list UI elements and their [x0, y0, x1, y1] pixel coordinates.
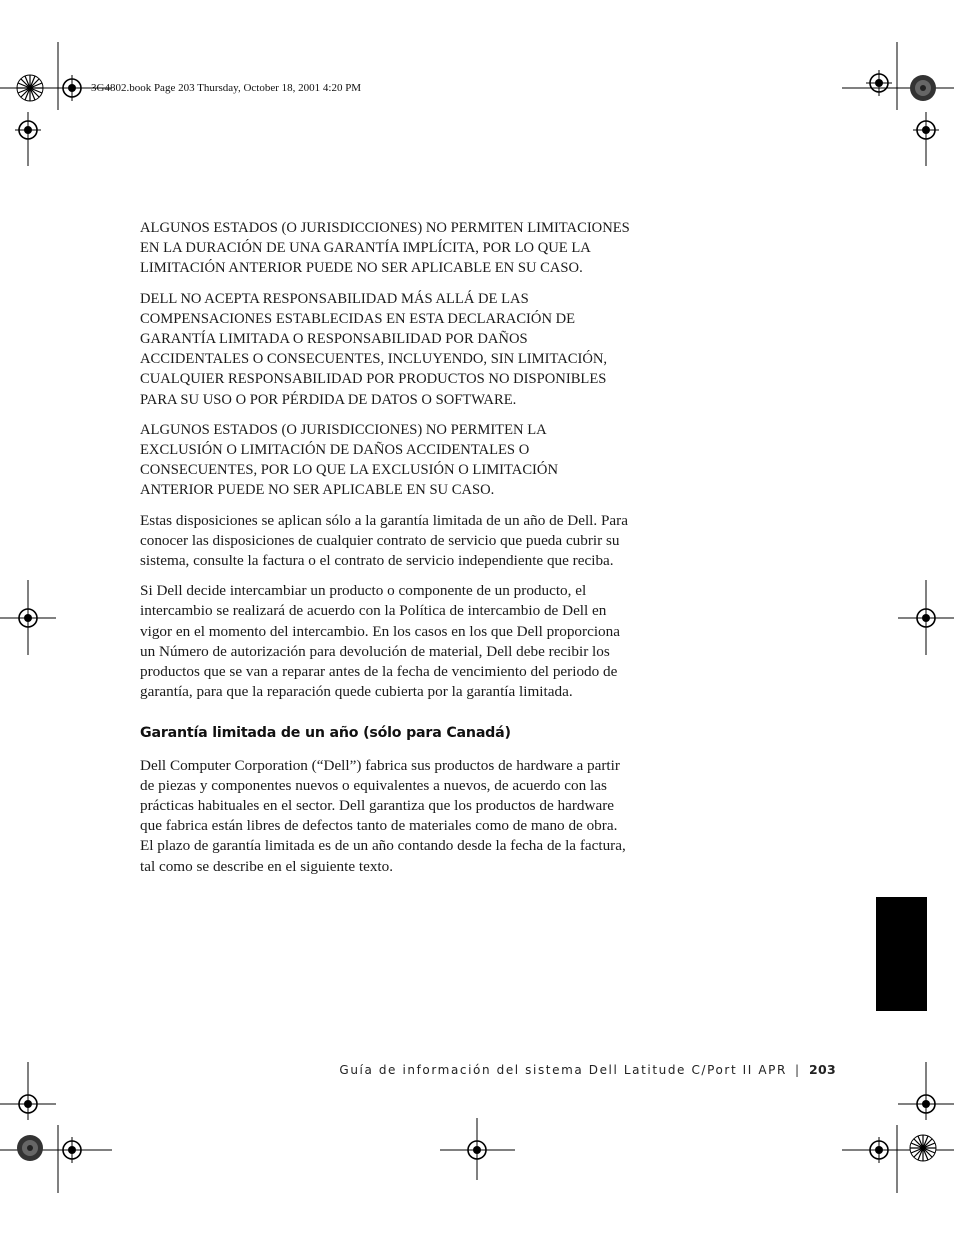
starburst-icon [910, 1135, 936, 1161]
paragraph: Dell Computer Corporation (“Dell”) fabrica sus productos de hardware a partir de piezas y componentes nuevos o equivalentes a nuevos, de acuerdo con las prácticas habituales en el sector. Dell garantiza que los productos de hardware que fabrica están libres de defectos tanto de materiales como de mano de obra. El plazo de garantía limitada es de un año contando desde la fecha de la factura, tal como se describe en el siguiente texto. [140, 756, 626, 875]
paragraph: ALGUNOS ESTADOS (O JURISDICCIONES) NO PERMITEN LIMITACIONES EN LA DURACIÓN DE UNA GARANTÍA IMPLÍCITA, POR LO QUE LA LIMITACIÓN ANTERIOR PUEDE NO SER APLICABLE EN SU CASO. [140, 220, 630, 277]
registration-target-icon [866, 70, 892, 96]
page-footer [339, 1062, 836, 1077]
color-wheel-icon [910, 75, 936, 101]
registration-target-icon [15, 605, 41, 631]
main-content [140, 218, 630, 887]
page-number: 203 [809, 1062, 836, 1077]
footer-title: Guía de información del sistema Dell Latitude C/Port II APR [339, 1063, 787, 1077]
registration-target-icon [913, 117, 939, 143]
paragraph: DELL NO ACEPTA RESPONSABILIDAD MÁS ALLÁ DE LAS COMPENSACIONES ESTABLECIDAS EN ESTA DECLARACIÓN DE GARANTÍA LIMITADA O RESPONSABILIDAD POR DAÑOS ACCIDENTALES O CONSECUENTES, INCLUYENDO, SIN LIMITACIÓN, CUALQUIER RESPONSABILIDAD POR PRODUCTOS NO DISPONIBLES PARA SU USO O POR PÉRDIDA DE DATOS O SOFTWARE. [140, 290, 608, 408]
registration-target-icon [59, 1137, 85, 1163]
registration-target-icon [59, 75, 85, 101]
registration-target-icon [866, 1137, 892, 1163]
registration-target-icon [464, 1137, 490, 1163]
print-info-slug: 3G4802.book Page 203 Thursday, October 18, 2001 4:20 PM [91, 82, 362, 94]
starburst-icon [17, 75, 43, 101]
section-heading: Garantía limitada de un año (sólo para Canadá) [140, 725, 511, 742]
registration-target-icon [15, 1091, 41, 1117]
paragraph: Estas disposiciones se aplican sólo a la garantía limitada de un año de Dell. Para conocer las disposiciones de cualquier contrato de servicio que pueda cubrir su sistema, consulte la factura o el contrato de servicio independiente que reciba. [140, 511, 628, 570]
section-thumb-tab [876, 897, 927, 1011]
registration-target-icon [15, 117, 41, 143]
color-wheel-icon [17, 1135, 43, 1161]
paragraph: ALGUNOS ESTADOS (O JURISDICCIONES) NO PERMITEN LA EXCLUSIÓN O LIMITACIÓN DE DAÑOS ACCIDENTALES O CONSECUENTES, POR LO QUE LA EXCLUSIÓN O LIMITACIÓN ANTERIOR PUEDE NO SER APLICABLE EN SU CASO. [140, 421, 558, 499]
registration-target-icon [913, 1091, 939, 1117]
registration-target-icon [913, 605, 939, 631]
paragraph: Si Dell decide intercambiar un producto o componente de un producto, el intercambio se realizará de acuerdo con la Política de intercambio de Dell en vigor en el momento del intercambio. En los casos en los que Dell proporciona un Número de autorización para devolución de material, Dell debe recibir los productos que se van a reparar antes de la fecha de vencimiento del periodo de garantía, para que la reparación quede cubierta por la garantía limitada. [140, 582, 620, 701]
footer-separator: | [794, 1063, 799, 1077]
